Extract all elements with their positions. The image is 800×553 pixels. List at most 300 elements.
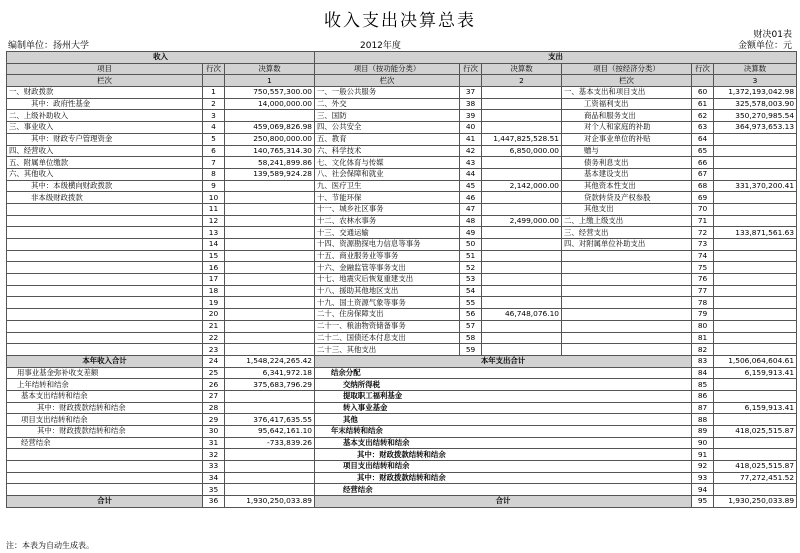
econ-amount: 133,871,561.63 — [714, 227, 797, 239]
rownum-header: 行次 — [460, 63, 482, 75]
econ-item: 基本建设支出 — [562, 168, 692, 180]
econ-rownum: 81 — [692, 332, 714, 344]
expense-amount — [714, 414, 797, 426]
expense-item: 其中：财政拨款结转和结余 — [315, 472, 692, 484]
econ-rownum: 61 — [692, 98, 714, 110]
econ-amount — [714, 203, 797, 215]
income-item — [7, 449, 203, 461]
expense-rownum: 87 — [692, 402, 714, 414]
func-amount: 2,499,000.00 — [482, 215, 562, 227]
func-amount — [482, 203, 562, 215]
colnum-blank — [460, 75, 482, 87]
expense-total-rownum: 83 — [692, 355, 714, 367]
expense-item: 结余分配 — [315, 367, 692, 379]
table-row — [7, 192, 797, 204]
expense-item: 年末结转和结余 — [315, 426, 692, 438]
expense-rownum: 93 — [692, 472, 714, 484]
func-amount — [482, 110, 562, 122]
income-amount — [225, 192, 315, 204]
income-item: 经营结余 — [7, 437, 203, 449]
func-rownum: 41 — [460, 133, 482, 145]
econ-item: 三、经营支出 — [562, 227, 692, 239]
income-rownum: 10 — [203, 192, 225, 204]
income-item — [7, 297, 203, 309]
expense-rownum: 89 — [692, 426, 714, 438]
income-amount — [225, 449, 315, 461]
income-rownum: 6 — [203, 145, 225, 157]
income-item — [7, 239, 203, 251]
econ-amount: 1,372,193,042.98 — [714, 87, 797, 99]
econ-rownum: 76 — [692, 274, 714, 286]
func-amount: 46,748,076.10 — [482, 309, 562, 321]
colnum-label: 栏次 — [7, 75, 203, 87]
income-amount: 95,642,161.10 — [225, 426, 315, 438]
func-rownum: 58 — [460, 332, 482, 344]
econ-item: 对个人和家庭的补助 — [562, 122, 692, 134]
income-rownum: 5 — [203, 133, 225, 145]
econ-item — [562, 309, 692, 321]
income-item: 其中：财政拨款结转和结余 — [7, 426, 203, 438]
func-amount: 2,142,000.00 — [482, 180, 562, 192]
econ-amount — [714, 145, 797, 157]
table-row — [7, 449, 797, 461]
econ-item — [562, 297, 692, 309]
econ-rownum: 73 — [692, 239, 714, 251]
income-amount — [225, 320, 315, 332]
func-rownum: 53 — [460, 274, 482, 286]
colnum-3: 3 — [714, 75, 797, 87]
econ-amount — [714, 157, 797, 169]
income-rownum: 1 — [203, 87, 225, 99]
expense-rownum: 85 — [692, 379, 714, 391]
item-header: 项目 — [7, 63, 203, 75]
income-amount — [225, 215, 315, 227]
func-amount — [482, 297, 562, 309]
func-rownum: 59 — [460, 344, 482, 356]
func-rownum: 56 — [460, 309, 482, 321]
econ-amount: 325,578,003.90 — [714, 98, 797, 110]
income-amount — [225, 344, 315, 356]
func-item: 十五、商业服务业等事务 — [315, 250, 460, 262]
func-rownum: 57 — [460, 320, 482, 332]
income-rownum: 21 — [203, 320, 225, 332]
table-row — [7, 250, 797, 262]
income-amount: 139,589,924.28 — [225, 168, 315, 180]
econ-rownum: 82 — [692, 344, 714, 356]
table-row — [7, 168, 797, 180]
grand-total-row — [7, 496, 797, 508]
table-row — [7, 110, 797, 122]
table-row — [7, 309, 797, 321]
expense-amount: 77,272,451.52 — [714, 472, 797, 484]
econ-item — [562, 332, 692, 344]
econ-item: 商品和服务支出 — [562, 110, 692, 122]
func-item: 二、外交 — [315, 98, 460, 110]
income-item — [7, 461, 203, 473]
econ-item-header: 项目（按经济分类） — [562, 63, 692, 75]
func-item: 十三、交通运输 — [315, 227, 460, 239]
expense-item: 其中：财政拨款结转和结余 — [315, 449, 692, 461]
table-row — [7, 285, 797, 297]
func-amount — [482, 344, 562, 356]
func-amount — [482, 192, 562, 204]
econ-item — [562, 274, 692, 286]
income-rownum: 4 — [203, 122, 225, 134]
func-rownum: 49 — [460, 227, 482, 239]
func-amount — [482, 122, 562, 134]
grand-total-amount-out: 1,930,250,033.89 — [714, 496, 797, 508]
income-rownum: 20 — [203, 309, 225, 321]
expense-rownum: 92 — [692, 461, 714, 473]
func-amount — [482, 98, 562, 110]
table-row — [7, 98, 797, 110]
income-amount: 750,557,300.00 — [225, 87, 315, 99]
econ-amount — [714, 262, 797, 274]
income-item: 其中：财政专户管理资金 — [7, 133, 203, 145]
table-row — [7, 87, 797, 99]
func-item: 十、节能环保 — [315, 192, 460, 204]
expense-rownum: 90 — [692, 437, 714, 449]
year-label: 2012年度 — [360, 41, 401, 51]
income-rownum: 8 — [203, 168, 225, 180]
colnum-blank — [692, 75, 714, 87]
income-rownum: 9 — [203, 180, 225, 192]
colnum-1: 1 — [225, 75, 315, 87]
expense-item: 交纳所得税 — [315, 379, 692, 391]
econ-rownum: 80 — [692, 320, 714, 332]
income-amount — [225, 110, 315, 122]
econ-item: 赠与 — [562, 145, 692, 157]
table-row — [7, 379, 797, 391]
func-item: 十七、地震灾后恢复重建支出 — [315, 274, 460, 286]
income-rownum: 17 — [203, 274, 225, 286]
expense-section-header: 支出 — [315, 52, 797, 64]
table-row — [7, 122, 797, 134]
table-row — [7, 472, 797, 484]
income-item: 四、经营收入 — [7, 145, 203, 157]
income-amount — [225, 484, 315, 496]
func-item: 十六、金融监管等事务支出 — [315, 262, 460, 274]
report-info-line — [8, 38, 792, 50]
income-amount — [225, 250, 315, 262]
column-header-row — [7, 63, 797, 75]
grand-total-amount: 1,930,250,033.89 — [225, 496, 315, 508]
income-rownum: 28 — [203, 402, 225, 414]
func-rownum: 50 — [460, 239, 482, 251]
func-item: 一、一般公共服务 — [315, 87, 460, 99]
econ-item — [562, 344, 692, 356]
func-rownum: 45 — [460, 180, 482, 192]
econ-item: 其他资本性支出 — [562, 180, 692, 192]
table-row — [7, 402, 797, 414]
income-rownum: 7 — [203, 157, 225, 169]
footnote: 注：本表为自动生成表。 — [6, 541, 94, 550]
income-amount: 140,765,314.30 — [225, 145, 315, 157]
income-section-header: 收入 — [7, 52, 315, 64]
colnum-blank — [203, 75, 225, 87]
income-item: 上年结转和结余 — [7, 379, 203, 391]
econ-amount — [714, 309, 797, 321]
grand-total-label-out: 合计 — [315, 496, 692, 508]
econ-rownum: 75 — [692, 262, 714, 274]
func-item: 三、国防 — [315, 110, 460, 122]
income-rownum: 25 — [203, 367, 225, 379]
income-item: 一、财政拨款 — [7, 87, 203, 99]
econ-rownum: 77 — [692, 285, 714, 297]
expense-item: 基本支出结转和结余 — [315, 437, 692, 449]
expense-amount — [714, 379, 797, 391]
income-amount: 58,241,899.86 — [225, 157, 315, 169]
income-rownum: 32 — [203, 449, 225, 461]
econ-item: 一、基本支出和项目支出 — [562, 87, 692, 99]
func-amount — [482, 157, 562, 169]
income-amount — [225, 203, 315, 215]
expense-rownum: 86 — [692, 390, 714, 402]
econ-item: 工资福利支出 — [562, 98, 692, 110]
income-amount — [225, 262, 315, 274]
func-item: 九、医疗卫生 — [315, 180, 460, 192]
econ-rownum: 70 — [692, 203, 714, 215]
func-rownum: 52 — [460, 262, 482, 274]
income-amount: 14,000,000.00 — [225, 98, 315, 110]
econ-amount: 364,973,653.13 — [714, 122, 797, 134]
expense-amount — [714, 390, 797, 402]
func-item: 四、公共安全 — [315, 122, 460, 134]
income-item: 其中：本级横向财政拨款 — [7, 180, 203, 192]
func-rownum: 48 — [460, 215, 482, 227]
income-amount — [225, 239, 315, 251]
income-item: 用事业基金弥补收支差额 — [7, 367, 203, 379]
income-rownum: 2 — [203, 98, 225, 110]
expense-amount — [714, 484, 797, 496]
func-item: 二十三、其他支出 — [315, 344, 460, 356]
table-row — [7, 320, 797, 332]
func-item: 八、社会保障和就业 — [315, 168, 460, 180]
income-rownum: 31 — [203, 437, 225, 449]
func-rownum: 42 — [460, 145, 482, 157]
econ-rownum: 66 — [692, 157, 714, 169]
colnum-2: 2 — [482, 75, 562, 87]
expense-amount: 418,025,515.87 — [714, 426, 797, 438]
income-rownum: 30 — [203, 426, 225, 438]
table-row — [7, 239, 797, 251]
income-item: 其中：财政拨款结转和结余 — [7, 402, 203, 414]
table-row — [7, 297, 797, 309]
income-item: 三、事业收入 — [7, 122, 203, 134]
econ-rownum: 67 — [692, 168, 714, 180]
report-title: 收入支出决算总表 — [324, 11, 476, 31]
econ-amount — [714, 250, 797, 262]
func-item: 二十一、粮油物资储备事务 — [315, 320, 460, 332]
expense-item: 提取职工福利基金 — [315, 390, 692, 402]
func-rownum: 55 — [460, 297, 482, 309]
func-rownum: 54 — [460, 285, 482, 297]
table-row — [7, 157, 797, 169]
income-rownum: 18 — [203, 285, 225, 297]
func-amount: 1,447,825,528.51 — [482, 133, 562, 145]
func-item: 七、文化体育与传媒 — [315, 157, 460, 169]
income-item — [7, 262, 203, 274]
expense-rownum: 91 — [692, 449, 714, 461]
expense-item: 项目支出结转和结余 — [315, 461, 692, 473]
econ-rownum: 74 — [692, 250, 714, 262]
func-item-header: 项目（按功能分类） — [315, 63, 460, 75]
func-amount — [482, 168, 562, 180]
income-item: 非本级财政拨款 — [7, 192, 203, 204]
econ-item — [562, 285, 692, 297]
income-rownum: 29 — [203, 414, 225, 426]
income-item — [7, 250, 203, 262]
income-item: 六、其他收入 — [7, 168, 203, 180]
expense-amount: 6,159,913.41 — [714, 402, 797, 414]
income-amount — [225, 390, 315, 402]
income-amount: 459,069,826.98 — [225, 122, 315, 134]
income-rownum: 26 — [203, 379, 225, 391]
section-header-row — [7, 52, 797, 64]
income-amount: 250,800,000.00 — [225, 133, 315, 145]
table-row — [7, 344, 797, 356]
income-amount: 376,417,635.55 — [225, 414, 315, 426]
income-amount — [225, 332, 315, 344]
income-amount — [225, 227, 315, 239]
income-amount — [225, 402, 315, 414]
func-item: 十八、援助其他地区支出 — [315, 285, 460, 297]
econ-item: 债务利息支出 — [562, 157, 692, 169]
econ-item: 其他支出 — [562, 203, 692, 215]
unit-label: 金额单位：元 — [737, 41, 792, 51]
income-amount — [225, 274, 315, 286]
income-expense-table — [6, 51, 797, 508]
table-row — [7, 262, 797, 274]
income-rownum: 35 — [203, 484, 225, 496]
econ-amount — [714, 344, 797, 356]
func-amount — [482, 274, 562, 286]
income-amount — [225, 285, 315, 297]
income-item — [7, 472, 203, 484]
econ-rownum: 60 — [692, 87, 714, 99]
expense-amount — [714, 449, 797, 461]
table-row — [7, 437, 797, 449]
table-row — [7, 426, 797, 438]
econ-item — [562, 320, 692, 332]
table-row — [7, 180, 797, 192]
econ-rownum: 62 — [692, 110, 714, 122]
table-row — [7, 414, 797, 426]
income-total-rownum: 24 — [203, 355, 225, 367]
econ-rownum: 68 — [692, 180, 714, 192]
income-rownum: 33 — [203, 461, 225, 473]
table-row — [7, 203, 797, 215]
econ-amount — [714, 274, 797, 286]
amount-header: 决算数 — [225, 63, 315, 75]
func-item: 十一、城乡社区事务 — [315, 203, 460, 215]
income-rownum: 27 — [203, 390, 225, 402]
func-amount — [482, 239, 562, 251]
func-rownum: 38 — [460, 98, 482, 110]
table-row — [7, 274, 797, 286]
table-row — [7, 145, 797, 157]
econ-rownum: 63 — [692, 122, 714, 134]
econ-amount — [714, 320, 797, 332]
income-rownum: 12 — [203, 215, 225, 227]
income-rownum: 19 — [203, 297, 225, 309]
func-item: 二十二、国债还本付息支出 — [315, 332, 460, 344]
econ-item — [562, 250, 692, 262]
income-item: 五、附属单位缴款 — [7, 157, 203, 169]
table-row — [7, 133, 797, 145]
func-rownum: 39 — [460, 110, 482, 122]
econ-amount — [714, 239, 797, 251]
income-rownum: 11 — [203, 203, 225, 215]
func-rownum: 37 — [460, 87, 482, 99]
income-amount — [225, 297, 315, 309]
econ-amount: 350,270,985.54 — [714, 110, 797, 122]
expense-rownum: 84 — [692, 367, 714, 379]
income-item — [7, 285, 203, 297]
func-amount — [482, 285, 562, 297]
func-amount — [482, 227, 562, 239]
income-item — [7, 484, 203, 496]
table-row — [7, 367, 797, 379]
org-label: 编制单位：扬州大学 — [8, 41, 90, 51]
income-item — [7, 309, 203, 321]
income-rownum: 23 — [203, 344, 225, 356]
income-rownum: 3 — [203, 110, 225, 122]
func-amount — [482, 320, 562, 332]
income-amount — [225, 461, 315, 473]
econ-rownum: 64 — [692, 133, 714, 145]
func-item: 五、教育 — [315, 133, 460, 145]
income-total-label: 本年收入合计 — [7, 355, 203, 367]
func-rownum: 51 — [460, 250, 482, 262]
income-rownum: 15 — [203, 250, 225, 262]
func-amount: 6,850,000.00 — [482, 145, 562, 157]
func-amount — [482, 250, 562, 262]
econ-amount: 331,370,200.41 — [714, 180, 797, 192]
income-item — [7, 215, 203, 227]
income-amount — [225, 180, 315, 192]
income-amount: -733,839.26 — [225, 437, 315, 449]
income-item: 二、上级补助收入 — [7, 110, 203, 122]
income-rownum: 14 — [203, 239, 225, 251]
income-amount — [225, 472, 315, 484]
income-item: 其中：政府性基金 — [7, 98, 203, 110]
table-row — [7, 332, 797, 344]
econ-item: 对企事业单位的补贴 — [562, 133, 692, 145]
expense-item: 经营结余 — [315, 484, 692, 496]
func-item: 十四、资源勘探电力信息等事务 — [315, 239, 460, 251]
grand-total-rownum-out: 95 — [692, 496, 714, 508]
colnum-label: 栏次 — [562, 75, 692, 87]
income-item — [7, 344, 203, 356]
amount-header: 决算数 — [714, 63, 797, 75]
expense-amount: 6,159,913.41 — [714, 367, 797, 379]
table-row — [7, 484, 797, 496]
income-amount — [225, 309, 315, 321]
total-row — [7, 355, 797, 367]
expense-amount: 418,025,515.87 — [714, 461, 797, 473]
income-total-amount: 1,548,224,265.42 — [225, 355, 315, 367]
econ-amount — [714, 192, 797, 204]
income-amount: 6,341,972.18 — [225, 367, 315, 379]
column-number-row — [7, 75, 797, 87]
rownum-header: 行次 — [203, 63, 225, 75]
func-amount — [482, 262, 562, 274]
econ-item: 四、对附属单位补助支出 — [562, 239, 692, 251]
econ-item — [562, 262, 692, 274]
func-item: 十九、国土资源气象等事务 — [315, 297, 460, 309]
expense-total-amount: 1,506,064,604.61 — [714, 355, 797, 367]
